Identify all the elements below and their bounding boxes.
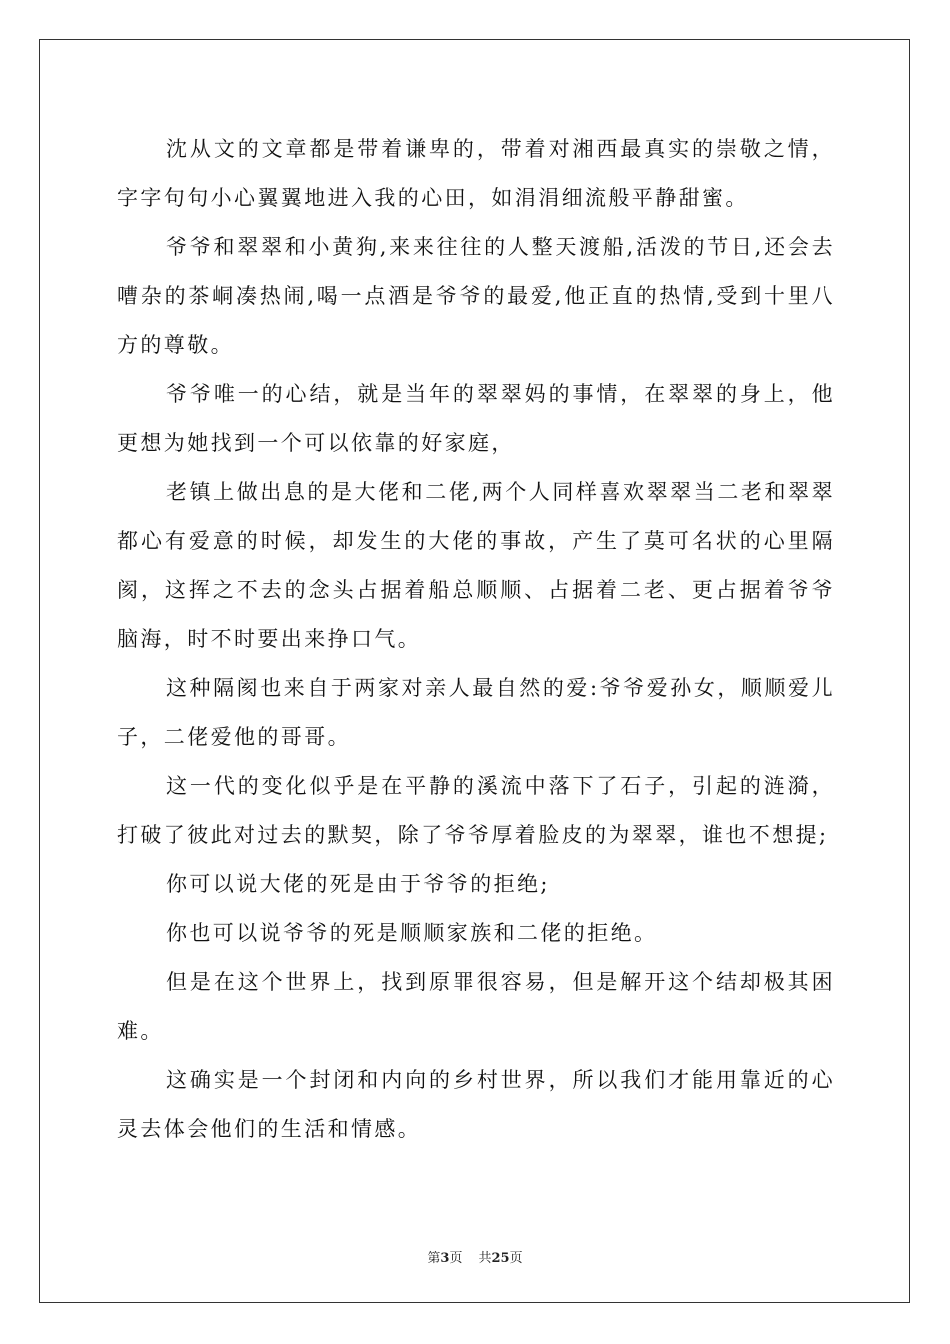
paragraph: 这确实是一个封闭和内向的乡村世界，所以我们才能用靠近的心灵去体会他们的生活和情感。 xyxy=(117,1068,835,1141)
total-suffix: 页 xyxy=(509,1251,523,1266)
paragraph: 这一代的变化似乎是在平静的溪流中落下了石子，引起的涟漪，打破了彼此对过去的默契，除了爷爷厚着脸皮的为翠翠，谁也不想提; xyxy=(117,774,835,847)
total-pages-indicator xyxy=(478,1251,522,1266)
page-prefix: 第 xyxy=(427,1251,441,1266)
page-footer xyxy=(0,1247,950,1266)
total-pages: 25 xyxy=(491,1251,510,1266)
paragraph: 爷爷和翠翠和小黄狗,来来往往的人整天渡船,活泼的节日,还会去嘈杂的茶峒凑热闹,喝一点酒是爷爷的最爱,他正直的热情,受到十里八方的尊敬。 xyxy=(117,235,835,357)
page-indicator xyxy=(427,1251,462,1266)
paragraph: 你也可以说爷爷的死是顺顺家族和二佬的拒绝。 xyxy=(166,921,658,945)
paragraph: 沈从文的文章都是带着谦卑的，带着对湘西最真实的崇敬之情，字字句句小心翼翼地进入我的心田，如涓涓细流般平静甜蜜。 xyxy=(117,137,835,210)
total-prefix: 共 xyxy=(478,1251,492,1266)
paragraph: 老镇上做出息的是大佬和二佬,两个人同样喜欢翠翠当二老和翠翠都心有爱意的时候，却发生的大佬的事故，产生了莫可名状的心里隔阂，这挥之不去的念头占据着船总顺顺、占据着二老、更占据着爷爷脑海，时不时要出来挣口气。 xyxy=(117,480,835,651)
document-body xyxy=(117,125,835,1154)
paragraph: 这种隔阂也来自于两家对亲人最自然的爱:爷爷爱孙女，顺顺爱儿子，二佬爱他的哥哥。 xyxy=(117,676,835,749)
page-number: 3 xyxy=(440,1251,450,1266)
paragraph: 你可以说大佬的死是由于爷爷的拒绝; xyxy=(166,872,550,896)
page-suffix: 页 xyxy=(449,1251,463,1266)
paragraph: 但是在这个世界上，找到原罪很容易，但是解开这个结却极其困难。 xyxy=(117,970,835,1043)
paragraph: 爷爷唯一的心结，就是当年的翠翠妈的事情，在翠翠的身上，他更想为她找到一个可以依靠的好家庭， xyxy=(117,382,835,455)
